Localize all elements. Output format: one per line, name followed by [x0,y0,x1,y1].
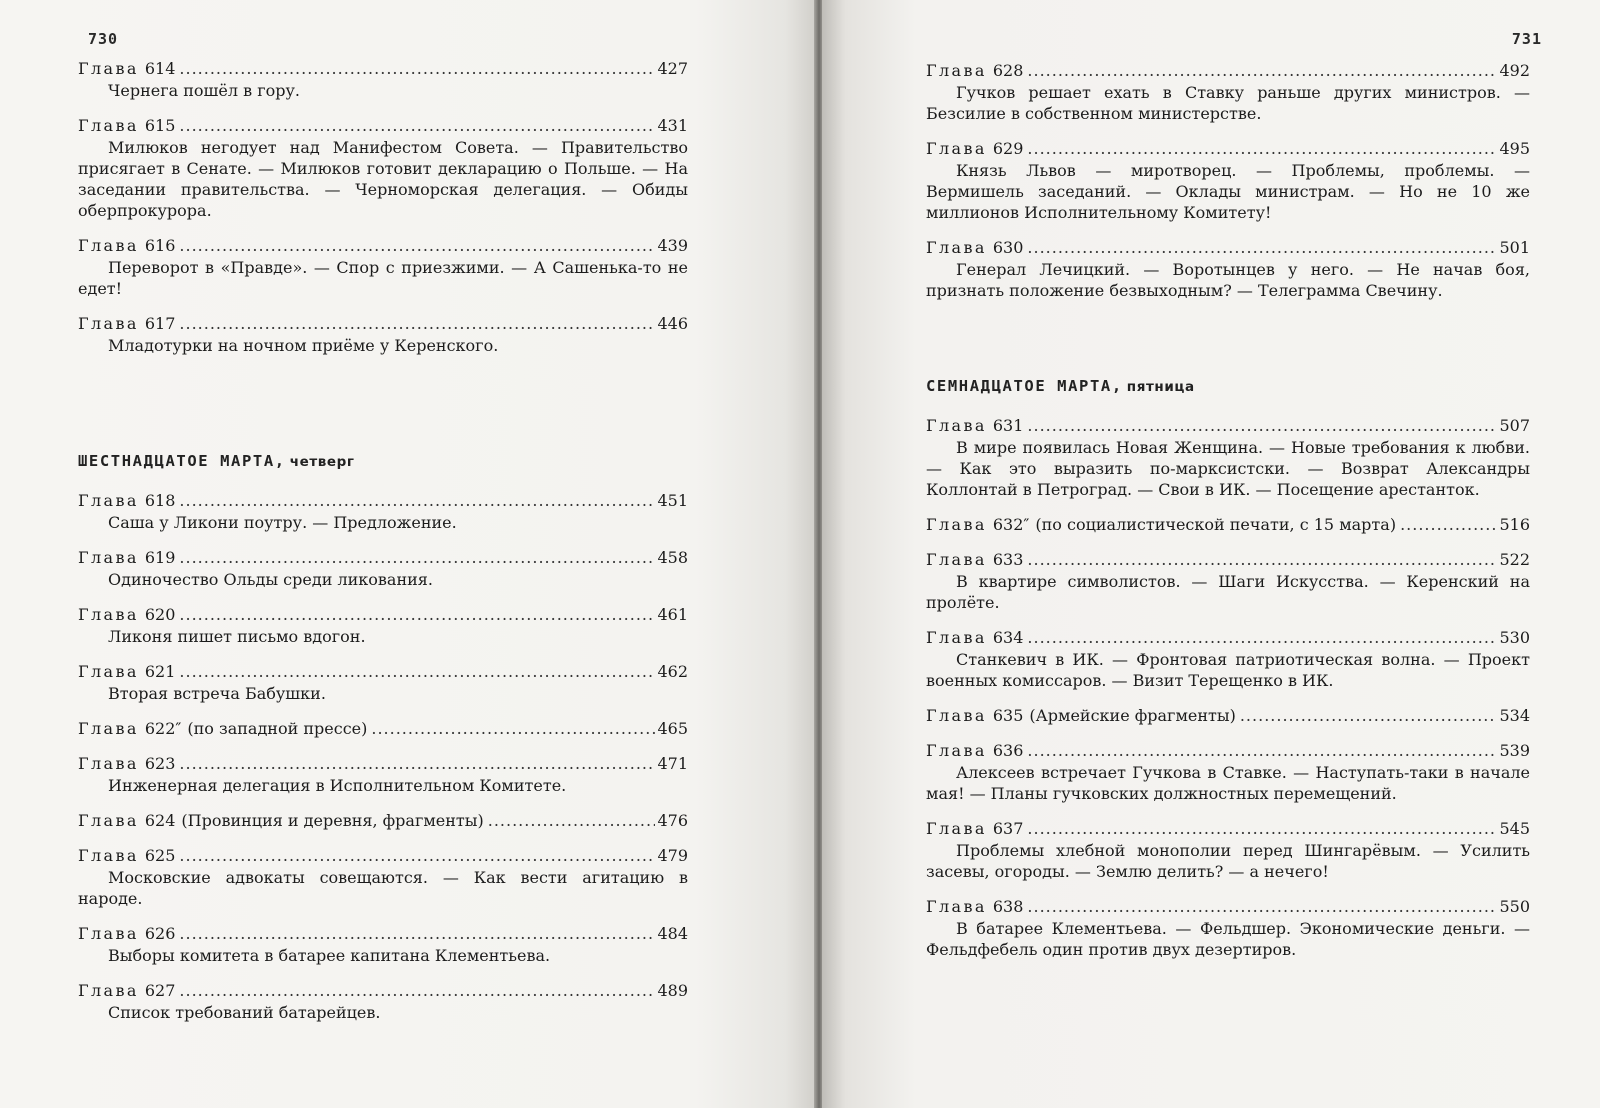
dot-leader [179,845,655,866]
toc-entry-line [926,740,1530,761]
toc-entry [926,740,1530,804]
chapter-number: 632″ [992,515,1030,534]
chapter-number: 622″ [144,719,182,738]
chapter-label: Глава [78,662,139,681]
chapter-summary: Инженерная делегация в Исполнительном Комитете. [108,776,567,795]
dot-leader [488,810,656,831]
chapter-label: Глава [926,139,987,158]
toc-entry-line [926,896,1530,917]
toc-entry [926,415,1530,500]
chapter-summary: Выборы комитета в батарее капитана Клементьева. [108,946,551,965]
chapter-summary: Проблемы хлебной монополии перед Шингарёвым. — Усилить засевы, огороды. — Землю делить? — а нечего! [926,841,1530,881]
dot-leader [179,604,655,625]
toc-entry [78,923,688,966]
page-ref: 461 [657,605,688,624]
page-ref: 427 [657,59,688,78]
chapter-note: (Провинция и деревня, фрагменты) [181,811,484,830]
dot-leader [1027,818,1497,839]
page-ref: 492 [1499,61,1530,80]
toc-entry-line [926,514,1530,535]
toc-entry [78,718,688,739]
chapter-summary: Одиночество Ольды среди ликования. [108,570,433,589]
chapter-number: 633 [992,550,1024,569]
chapter-label: Глава [78,236,139,255]
chapter-note: (Армейские фрагменты) [1029,706,1236,725]
toc-entry-line [78,718,688,739]
dot-leader [179,313,655,334]
toc-entry-line [78,235,688,256]
chapter-number: 615 [144,116,176,135]
chapter-summary: В батарее Клементьева. — Фельдшер. Экономические деньги. — Фельдфебель один против двух дезертиров. [926,919,1530,959]
chapter-label: Глава [926,238,987,257]
page-ref: 451 [657,491,688,510]
section-heading [926,377,1530,395]
chapter-summary: Переворот в «Правде». — Спор с приезжими. — А Сашенька-то не едет! [78,258,688,298]
page-ref: 501 [1499,238,1530,257]
toc-entry-line [78,810,688,831]
page-ref: 479 [657,846,688,865]
dot-leader [179,115,655,136]
chapter-summary: Милюков негодует над Манифестом Совета. — Правительство присягает в Сенате. — Милюков готовит декларацию о Польше. — На заседании правительства. — Черноморская делегация. — Обиды оберпрокурора. [78,138,688,220]
page-ref: 507 [1499,416,1530,435]
chapter-label: Глава [78,981,139,1000]
chapter-summary: Ликоня пишет письмо вдогон. [108,627,366,646]
toc-entry-line [78,115,688,136]
dot-leader [1027,138,1497,159]
toc-entry-line [78,753,688,774]
toc-entry [78,845,688,909]
section-day: четверг [289,454,355,470]
page-ref: 550 [1499,897,1530,916]
chapter-summary: Генерал Лечицкий. — Воротынцев у него. — Не начав боя, признать положение безвыходным? — Телеграмма Свечину. [926,260,1530,300]
chapter-number: 618 [144,491,176,510]
chapter-number: 614 [144,59,176,78]
page-ref: 446 [657,314,688,333]
chapter-summary: Чернега пошёл в гору. [108,81,300,100]
toc-entry-line [78,845,688,866]
toc-entry [926,896,1530,960]
chapter-label: Глава [78,924,139,943]
section-title: СЕМНАДЦАТОЕ МАРТА, [926,377,1123,395]
dot-leader [179,661,655,682]
toc-entry-line [926,549,1530,570]
chapter-summary: Гучков решает ехать в Ставку раньше других министров. — Безсилие в собственном министерстве. [926,83,1530,123]
toc-entry [78,604,688,647]
chapter-summary: Список требований батарейцев. [108,1003,381,1022]
chapter-note: (по западной прессе) [187,719,368,738]
chapter-summary: Московские адвокаты совещаются. — Как вести агитацию в народе. [78,868,688,908]
chapter-label: Глава [926,819,987,838]
toc-entry-line [926,60,1530,81]
chapter-number: 629 [992,139,1024,158]
toc-entry [926,549,1530,613]
dot-leader [1400,514,1497,535]
section-day: пятница [1126,379,1195,395]
dot-leader [1240,705,1498,726]
toc-entry [926,705,1530,726]
dot-leader [179,58,655,79]
chapter-number: 636 [992,741,1024,760]
page-ref: 465 [657,719,688,738]
toc-entry [926,818,1530,882]
toc-entry-line [926,138,1530,159]
page-ref: 476 [657,811,688,830]
dot-leader [1027,549,1497,570]
toc-entry-line [78,604,688,625]
chapter-number: 623 [144,754,176,773]
toc-entry [926,138,1530,223]
page-ref: 431 [657,116,688,135]
chapter-label: Глава [926,741,987,760]
toc-entry [78,980,688,1023]
toc-entry [78,753,688,796]
toc-entry [78,547,688,590]
toc-entry [78,235,688,299]
chapter-summary: Алексеев встречает Гучкова в Ставке. — Наступать-таки в начале мая! — Планы гучковских должностных перемещений. [926,763,1530,803]
section-title: ШЕСТНАДЦАТОЕ МАРТА, [78,452,286,470]
chapter-label: Глава [78,116,139,135]
chapter-number: 628 [992,61,1024,80]
toc-entry [78,115,688,221]
chapter-note: (по социалистической печати, с 15 марта) [1035,515,1397,534]
page-ref: 522 [1499,550,1530,569]
chapter-label: Глава [926,61,987,80]
toc-list [926,60,1530,301]
page-ref: 530 [1499,628,1530,647]
chapter-label: Глава [926,897,987,916]
chapter-label: Глава [78,59,139,78]
chapter-summary: Младотурки на ночном приёме у Керенского. [108,336,499,355]
toc-entry-line [926,237,1530,258]
toc-entry [926,60,1530,124]
page-ref: 439 [657,236,688,255]
page-ref: 516 [1499,515,1530,534]
chapter-number: 634 [992,628,1024,647]
toc-entry [78,810,688,831]
toc-list [78,58,688,356]
page-ref: 484 [657,924,688,943]
toc-entry [926,237,1530,301]
chapter-label: Глава [926,515,987,534]
page-ref: 495 [1499,139,1530,158]
dot-leader [1027,415,1497,436]
toc-entry [78,58,688,101]
dot-leader [1027,896,1497,917]
dot-leader [1027,740,1497,761]
toc-entry-line [926,705,1530,726]
page-ref: 539 [1499,741,1530,760]
toc-entry-line [78,923,688,944]
chapter-summary: Князь Львов — миротворец. — Проблемы, проблемы. — Вермишель заседаний. — Оклады министрам. — Но не 10 же миллионов Исполнительному Комитету! [926,161,1530,222]
chapter-number: 627 [144,981,176,1000]
toc-entry-line [78,980,688,1001]
page-ref: 471 [657,754,688,773]
toc-entry-line [78,490,688,511]
dot-leader [179,547,655,568]
chapter-label: Глава [78,548,139,567]
section-heading [78,452,688,470]
toc-entry [78,490,688,533]
chapter-summary: Вторая встреча Бабушки. [108,684,326,703]
page-ref: 458 [657,548,688,567]
chapter-number: 624 [144,811,176,830]
toc-entry [78,313,688,356]
dot-leader [179,235,655,256]
toc-entry-line [78,547,688,568]
dot-leader [179,923,655,944]
chapter-number: 635 [992,706,1024,725]
page-number-right: 731 [1511,30,1542,48]
page-ref: 489 [657,981,688,1000]
chapter-label: Глава [78,846,139,865]
chapter-number: 625 [144,846,176,865]
chapter-number: 620 [144,605,176,624]
chapter-summary: Станкевич в ИК. — Фронтовая патриотическая волна. — Проект военных комиссаров. — Визит Терещенко в ИК. [926,650,1530,690]
toc-entry-line [78,313,688,334]
chapter-label: Глава [78,605,139,624]
chapter-label: Глава [78,811,139,830]
toc-list [78,490,688,1023]
chapter-number: 631 [992,416,1024,435]
page-ref: 462 [657,662,688,681]
dot-leader [179,490,655,511]
page-number-left: 730 [88,30,119,48]
dot-leader [1027,60,1497,81]
chapter-number: 626 [144,924,176,943]
page-ref: 545 [1499,819,1530,838]
chapter-number: 638 [992,897,1024,916]
dot-leader [371,718,655,739]
toc-list [926,415,1530,960]
chapter-label: Глава [78,314,139,333]
toc-entry-line [926,627,1530,648]
right-page [822,0,1600,1108]
chapter-number: 637 [992,819,1024,838]
chapter-number: 617 [144,314,176,333]
dot-leader [179,980,655,1001]
chapter-summary: В квартире символистов. — Шаги Искусства. — Керенский на пролёте. [926,572,1530,612]
toc-entry [926,514,1530,535]
toc-entry [78,661,688,704]
toc-entry [926,627,1530,691]
chapter-label: Глава [926,416,987,435]
chapter-label: Глава [926,550,987,569]
dot-leader [179,753,655,774]
toc-entry-line [926,415,1530,436]
dot-leader [1027,237,1497,258]
chapter-number: 621 [144,662,176,681]
toc-entry-line [78,58,688,79]
chapter-number: 619 [144,548,176,567]
page-ref: 534 [1499,706,1530,725]
chapter-label: Глава [78,754,139,773]
toc-entry-line [78,661,688,682]
chapter-summary: В мире появилась Новая Женщина. — Новые требования к любви. — Как это выразить по-марксистски. — Возврат Александры Коллонтай в Петроград. — Свои в ИК. — Посещение арестанток. [926,438,1530,499]
toc-entry-line [926,818,1530,839]
chapter-label: Глава [926,628,987,647]
chapter-label: Глава [78,719,139,738]
chapter-label: Глава [78,491,139,510]
dot-leader [1027,627,1497,648]
chapter-number: 616 [144,236,176,255]
chapter-label: Глава [926,706,987,725]
chapter-number: 630 [992,238,1024,257]
chapter-summary: Саша у Ликони поутру. — Предложение. [108,513,457,532]
